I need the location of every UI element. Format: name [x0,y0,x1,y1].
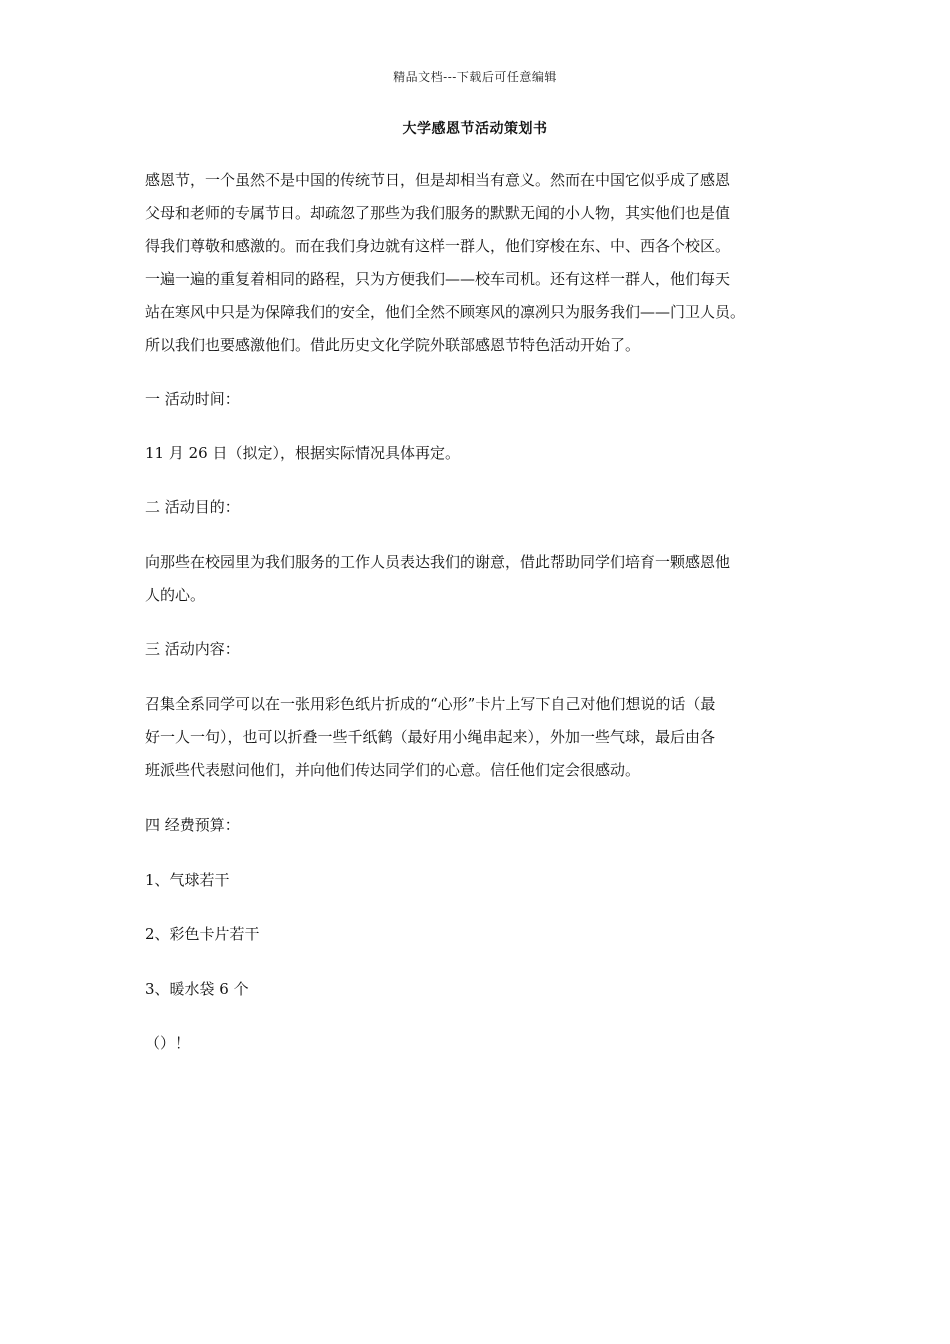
intro-line: 站在寒风中只是为保障我们的安全，他们全然不顾寒风的凛冽只为服务我们——门卫人员。 [145,303,746,321]
content-line: 召集全系同学可以在一张用彩色纸片折成的“心形”卡片上写下自己对他们想说的话（最 [145,695,716,713]
section-heading-purpose: 二 活动目的： [145,498,240,516]
budget-item: 3、暖水袋 6 个 [145,980,249,998]
intro-line: 一遍一遍的重复着相同的路程，只为方便我们——校车司机。还有这样一群人，他们每天 [145,270,731,288]
section-body-time: 11 月 26 日（拟定），根据实际情况具体再定。 [145,444,460,462]
section-heading-content: 三 活动内容： [145,640,240,658]
intro-line: 感恩节，一个虽然不是中国的传统节日，但是却相当有意义。然而在中国它似乎成了感恩 [145,171,731,189]
section-body-content [145,688,810,787]
purpose-line: 人的心。 [145,586,206,604]
section-heading-budget: 四 经费预算： [145,816,240,834]
intro-line: 所以我们也要感激他们。借此历史文化学院外联部感恩节特色活动开始了。 [145,336,641,354]
budget-item: 2、彩色卡片若干 [145,925,260,943]
header-note: 精品文档---下载后可任意编辑 [393,70,557,84]
budget-item: 1、气球若干 [145,871,230,889]
intro-line: 父母和老师的专属节日。却疏忽了那些为我们服务的默默无闻的小人物，其实他们也是值 [145,204,731,222]
section-heading-time: 一 活动时间： [145,390,240,408]
purpose-line: 向那些在校园里为我们服务的工作人员表达我们的谢意，借此帮助同学们培育一颗感恩他 [145,553,731,571]
content-line: 班派些代表慰问他们，并向他们传达同学们的心意。信任他们定会很感动。 [145,761,641,779]
section-body-purpose [145,546,810,612]
intro-line: 得我们尊敬和感激的。而在我们身边就有这样一群人，他们穿梭在东、中、西各个校区。 [145,237,731,255]
content-line: 好一人一句），也可以折叠一些千纸鹤（最好用小绳串起来），外加一些气球，最后由各 [145,728,716,746]
intro-paragraph [145,164,810,362]
closing-text: （）！ [145,1034,191,1052]
document-title: 大学感恩节活动策划书 [402,121,548,137]
